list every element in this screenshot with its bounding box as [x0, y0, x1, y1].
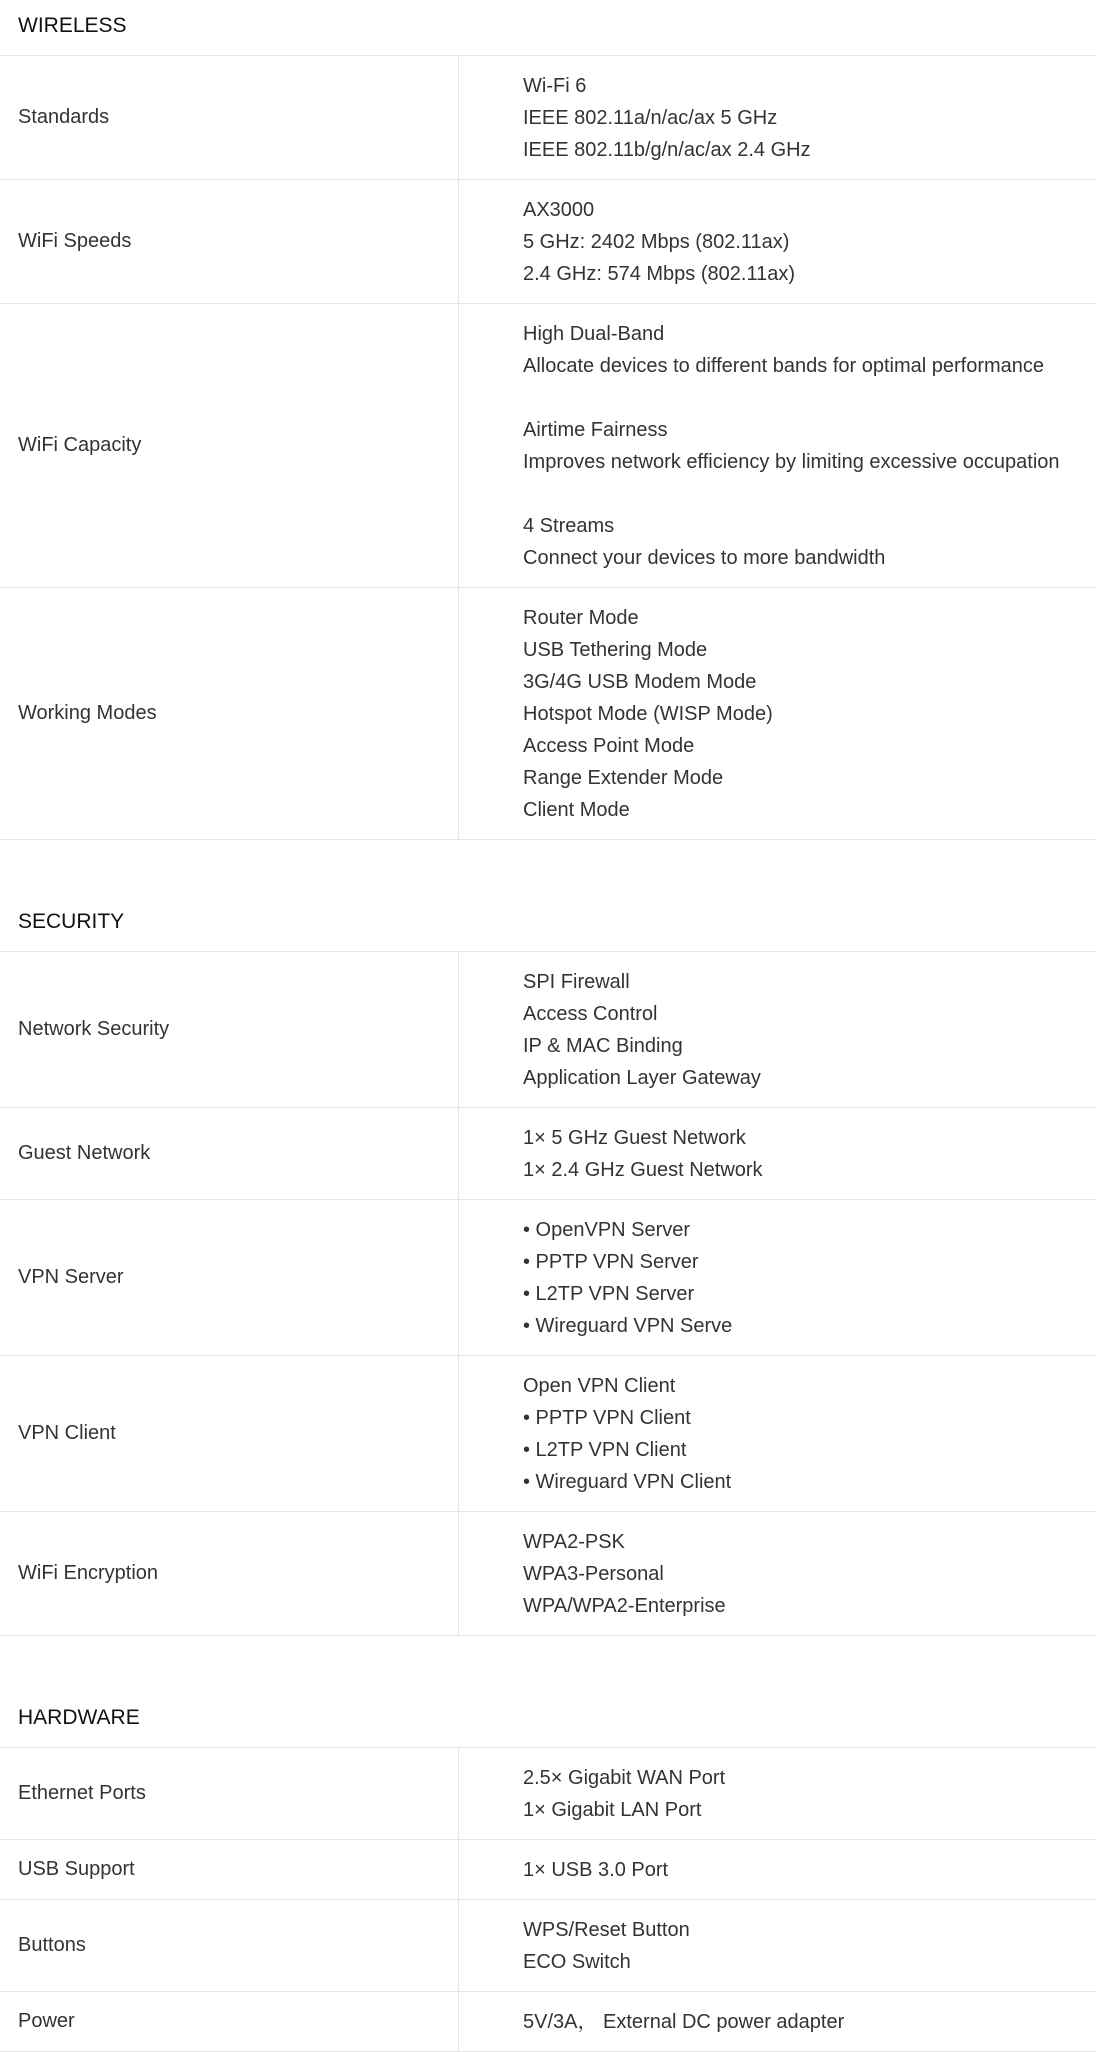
spec-row [0, 1748, 1096, 1840]
spec-value: Range Extender Mode [523, 767, 724, 789]
spec-value: High Dual-Band [523, 323, 665, 345]
spec-value: 1× 5 GHz Guest Network [523, 1127, 746, 1149]
spec-values [459, 588, 1096, 839]
spec-values [459, 1900, 1096, 1991]
section-title: HARDWARE [0, 1692, 1096, 1748]
spec-value: • PPTP VPN Client [523, 1407, 691, 1429]
spec-row [0, 588, 1096, 840]
spec-value: • PPTP VPN Server [523, 1251, 699, 1273]
spec-row [0, 1200, 1096, 1356]
spec-values [459, 1512, 1096, 1635]
spec-row [0, 1840, 1096, 1900]
spec-value: Application Layer Gateway [523, 1067, 761, 1089]
spec-row [0, 304, 1096, 588]
spec-values [459, 1356, 1096, 1511]
spec-label: Ethernet Ports [0, 1748, 459, 1839]
spec-row [0, 1356, 1096, 1512]
spec-value: Access Point Mode [523, 735, 695, 757]
spec-value-spacer [523, 478, 1096, 510]
spec-value: WPA3-Personal [523, 1563, 664, 1585]
spec-value: • Wireguard VPN Serve [523, 1315, 733, 1337]
spec-value: IP & MAC Binding [523, 1035, 683, 1057]
spec-value: • L2TP VPN Server [523, 1283, 695, 1305]
spec-value: IEEE 802.11a/n/ac/ax 5 GHz [523, 107, 778, 129]
spec-value: ECO Switch [523, 1951, 631, 1973]
spec-value: 1× USB 3.0 Port [523, 1859, 669, 1881]
spec-row [0, 180, 1096, 304]
spec-value: Access Control [523, 1003, 658, 1025]
spec-label: Network Security [0, 952, 459, 1107]
section-spacer [0, 1636, 1096, 1692]
spec-value: WPS/Reset Button [523, 1919, 690, 1941]
spec-row [0, 1108, 1096, 1200]
spec-value: • Wireguard VPN Client [523, 1471, 732, 1493]
spec-section-wireless [0, 0, 1096, 840]
section-title: WIRELESS [0, 0, 1096, 56]
spec-value: 2.4 GHz: 574 Mbps (802.11ax) [523, 263, 795, 285]
spec-value: 5 GHz: 2402 Mbps (802.11ax) [523, 231, 790, 253]
spec-value: IEEE 802.11b/g/n/ac/ax 2.4 GHz [523, 139, 811, 161]
spec-value: Wi-Fi 6 [523, 75, 587, 97]
spec-value: Open VPN Client [523, 1375, 676, 1397]
spec-values [459, 304, 1096, 587]
spec-row [0, 952, 1096, 1108]
spec-row [0, 1992, 1096, 2052]
spec-label: Buttons [0, 1900, 459, 1991]
spec-value: Hotspot Mode (WISP Mode) [523, 703, 773, 725]
spec-value: 5V/3A， External DC power adapter [523, 2011, 845, 2033]
spec-values [459, 1748, 1096, 1839]
spec-value: • L2TP VPN Client [523, 1439, 687, 1461]
spec-value: Connect your devices to more bandwidth [523, 547, 886, 569]
spec-value: WPA2-PSK [523, 1531, 625, 1553]
spec-value: AX3000 [523, 199, 595, 221]
spec-value: 4 Streams [523, 515, 615, 537]
spec-row [0, 56, 1096, 180]
spec-label: Power [0, 1992, 459, 2051]
spec-value: Airtime Fairness [523, 419, 668, 441]
spec-label: WiFi Capacity [0, 304, 459, 587]
spec-value: Router Mode [523, 607, 639, 629]
spec-value: 3G/4G USB Modem Mode [523, 671, 757, 693]
spec-value: 1× 2.4 GHz Guest Network [523, 1159, 763, 1181]
spec-values [459, 56, 1096, 179]
spec-values [459, 1840, 1096, 1899]
spec-label: VPN Server [0, 1200, 459, 1355]
spec-values [459, 1108, 1096, 1199]
spec-values [459, 952, 1096, 1107]
spec-label: Guest Network [0, 1108, 459, 1199]
spec-label: Working Modes [0, 588, 459, 839]
spec-row [0, 1900, 1096, 1992]
spec-value: • OpenVPN Server [523, 1219, 691, 1241]
spec-label: VPN Client [0, 1356, 459, 1511]
section-title: SECURITY [0, 896, 1096, 952]
spec-section-hardware [0, 1692, 1096, 2052]
spec-values [459, 180, 1096, 303]
spec-value: SPI Firewall [523, 971, 630, 993]
spec-row [0, 1512, 1096, 1636]
spec-value: Improves network efficiency by limiting excessive occupation [523, 451, 1060, 473]
spec-label: Standards [0, 56, 459, 179]
section-spacer [0, 840, 1096, 896]
spec-label: WiFi Speeds [0, 180, 459, 303]
spec-label: USB Support [0, 1840, 459, 1899]
spec-value: USB Tethering Mode [523, 639, 708, 661]
spec-value: Allocate devices to different bands for optimal performance [523, 355, 1045, 377]
spec-value-spacer [523, 382, 1096, 414]
spec-value: 2.5× Gigabit WAN Port [523, 1767, 726, 1789]
spec-values [459, 1992, 1096, 2051]
spec-value: Client Mode [523, 799, 630, 821]
spec-section-security [0, 896, 1096, 1636]
spec-value: 1× Gigabit LAN Port [523, 1799, 702, 1821]
spec-value: WPA/WPA2-Enterprise [523, 1595, 726, 1617]
spec-values [459, 1200, 1096, 1355]
spec-label: WiFi Encryption [0, 1512, 459, 1635]
